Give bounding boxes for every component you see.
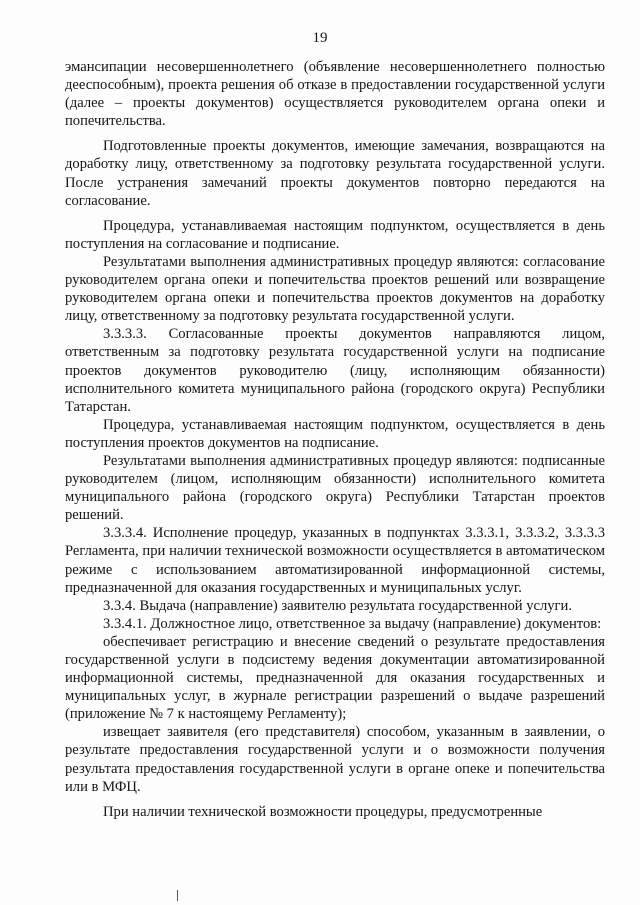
paragraph-results-approval: Результатами выполнения административных процедур являются: согласование руководителем органа опеки и попечительства проектов решений или возвращение руководителем органа опеки и попечительства проектов документов на доработку лицу, ответственному за подготовку результата государственной услуги. <box>65 253 605 325</box>
paragraph-registration: обеспечивает регистрацию и внесение сведений о результате предоставления государственной услуги в подсистему ведения документации автоматизированной информационной системы, предназначенной для оказания государственных и муниципальных услуг, в журнале регистрации разрешений о выдаче разрешений (приложение № 7 к настоящему Регламенту); <box>65 633 605 723</box>
paragraph-remarks-return: Подготовленные проекты документов, имеющие замечания, возвращаются на доработку лицу, ответственному за подготовку результата государственной услуги. После устранения замечаний проекты документов повторно передаются на согласование. <box>65 138 605 209</box>
paragraph-section-3-3-4-1: 3.3.4.1. Должностное лицо, ответственное за выдачу (направление) документов: <box>103 615 602 632</box>
paragraph-intro-continuation: эмансипации несовершеннолетнего (объявление несовершеннолетнего полностью дееспособным), проекта решения об отказе в предоставлении государственной услуги (далее – проекты документов) осуществляется руководителем органа опеки и попечительства. <box>65 59 605 130</box>
paragraph-section-3-3-3-3: 3.3.3.3. Согласованные проекты документов направляются лицом, ответственным за подготовку результата государственной услуги на подписание проектов документов руководителю (лицу, исполняющим обязанности) исполнительного комитета муниципального района (городского округа) Республики Татарстан. <box>65 326 605 415</box>
paragraph-procedure-timing: Процедура, устанавливаемая настоящим подпунктом, осуществляется в день поступления на согласование и подписание. <box>65 217 605 252</box>
paragraph-technical-possibility: При наличии технической возможности процедуры, предусмотренные <box>103 803 543 820</box>
page-number: 19 <box>312 30 328 46</box>
paragraph-section-3-3-3-4: 3.3.3.4. Исполнение процедур, указанных в подпунктах 3.3.3.1, 3.3.3.2, 3.3.3.3 Регламента, при наличии технической возможности осуществляется в автоматическом режиме с использованием автоматизированной информационной системы, предназначенной для оказания государственных и муниципальных услуг. <box>65 525 605 596</box>
scan-artifact-mark <box>177 890 178 901</box>
paragraph-notification: извещает заявителя (его представителя) способом, указанным в заявлении, о результате предоставления государственной услуги и о возможности получения результата предоставления государственной услуги в органе опеке и попечительства или в МФЦ. <box>65 724 605 795</box>
paragraph-section-3-3-4: 3.3.4. Выдача (направление) заявителю результата государственной услуги. <box>103 597 572 614</box>
paragraph-results-signed: Результатами выполнения административных процедур являются: подписанные руководителем (лицом, исполняющим обязанности) исполнительного комитета муниципального района (городского округа) Республики Татарстан проектов решений. <box>65 452 605 524</box>
document-body <box>65 58 605 821</box>
paragraph-signing-timing: Процедура, устанавливаемая настоящим подпунктом, осуществляется в день поступления проектов документов на подписание. <box>65 416 605 451</box>
